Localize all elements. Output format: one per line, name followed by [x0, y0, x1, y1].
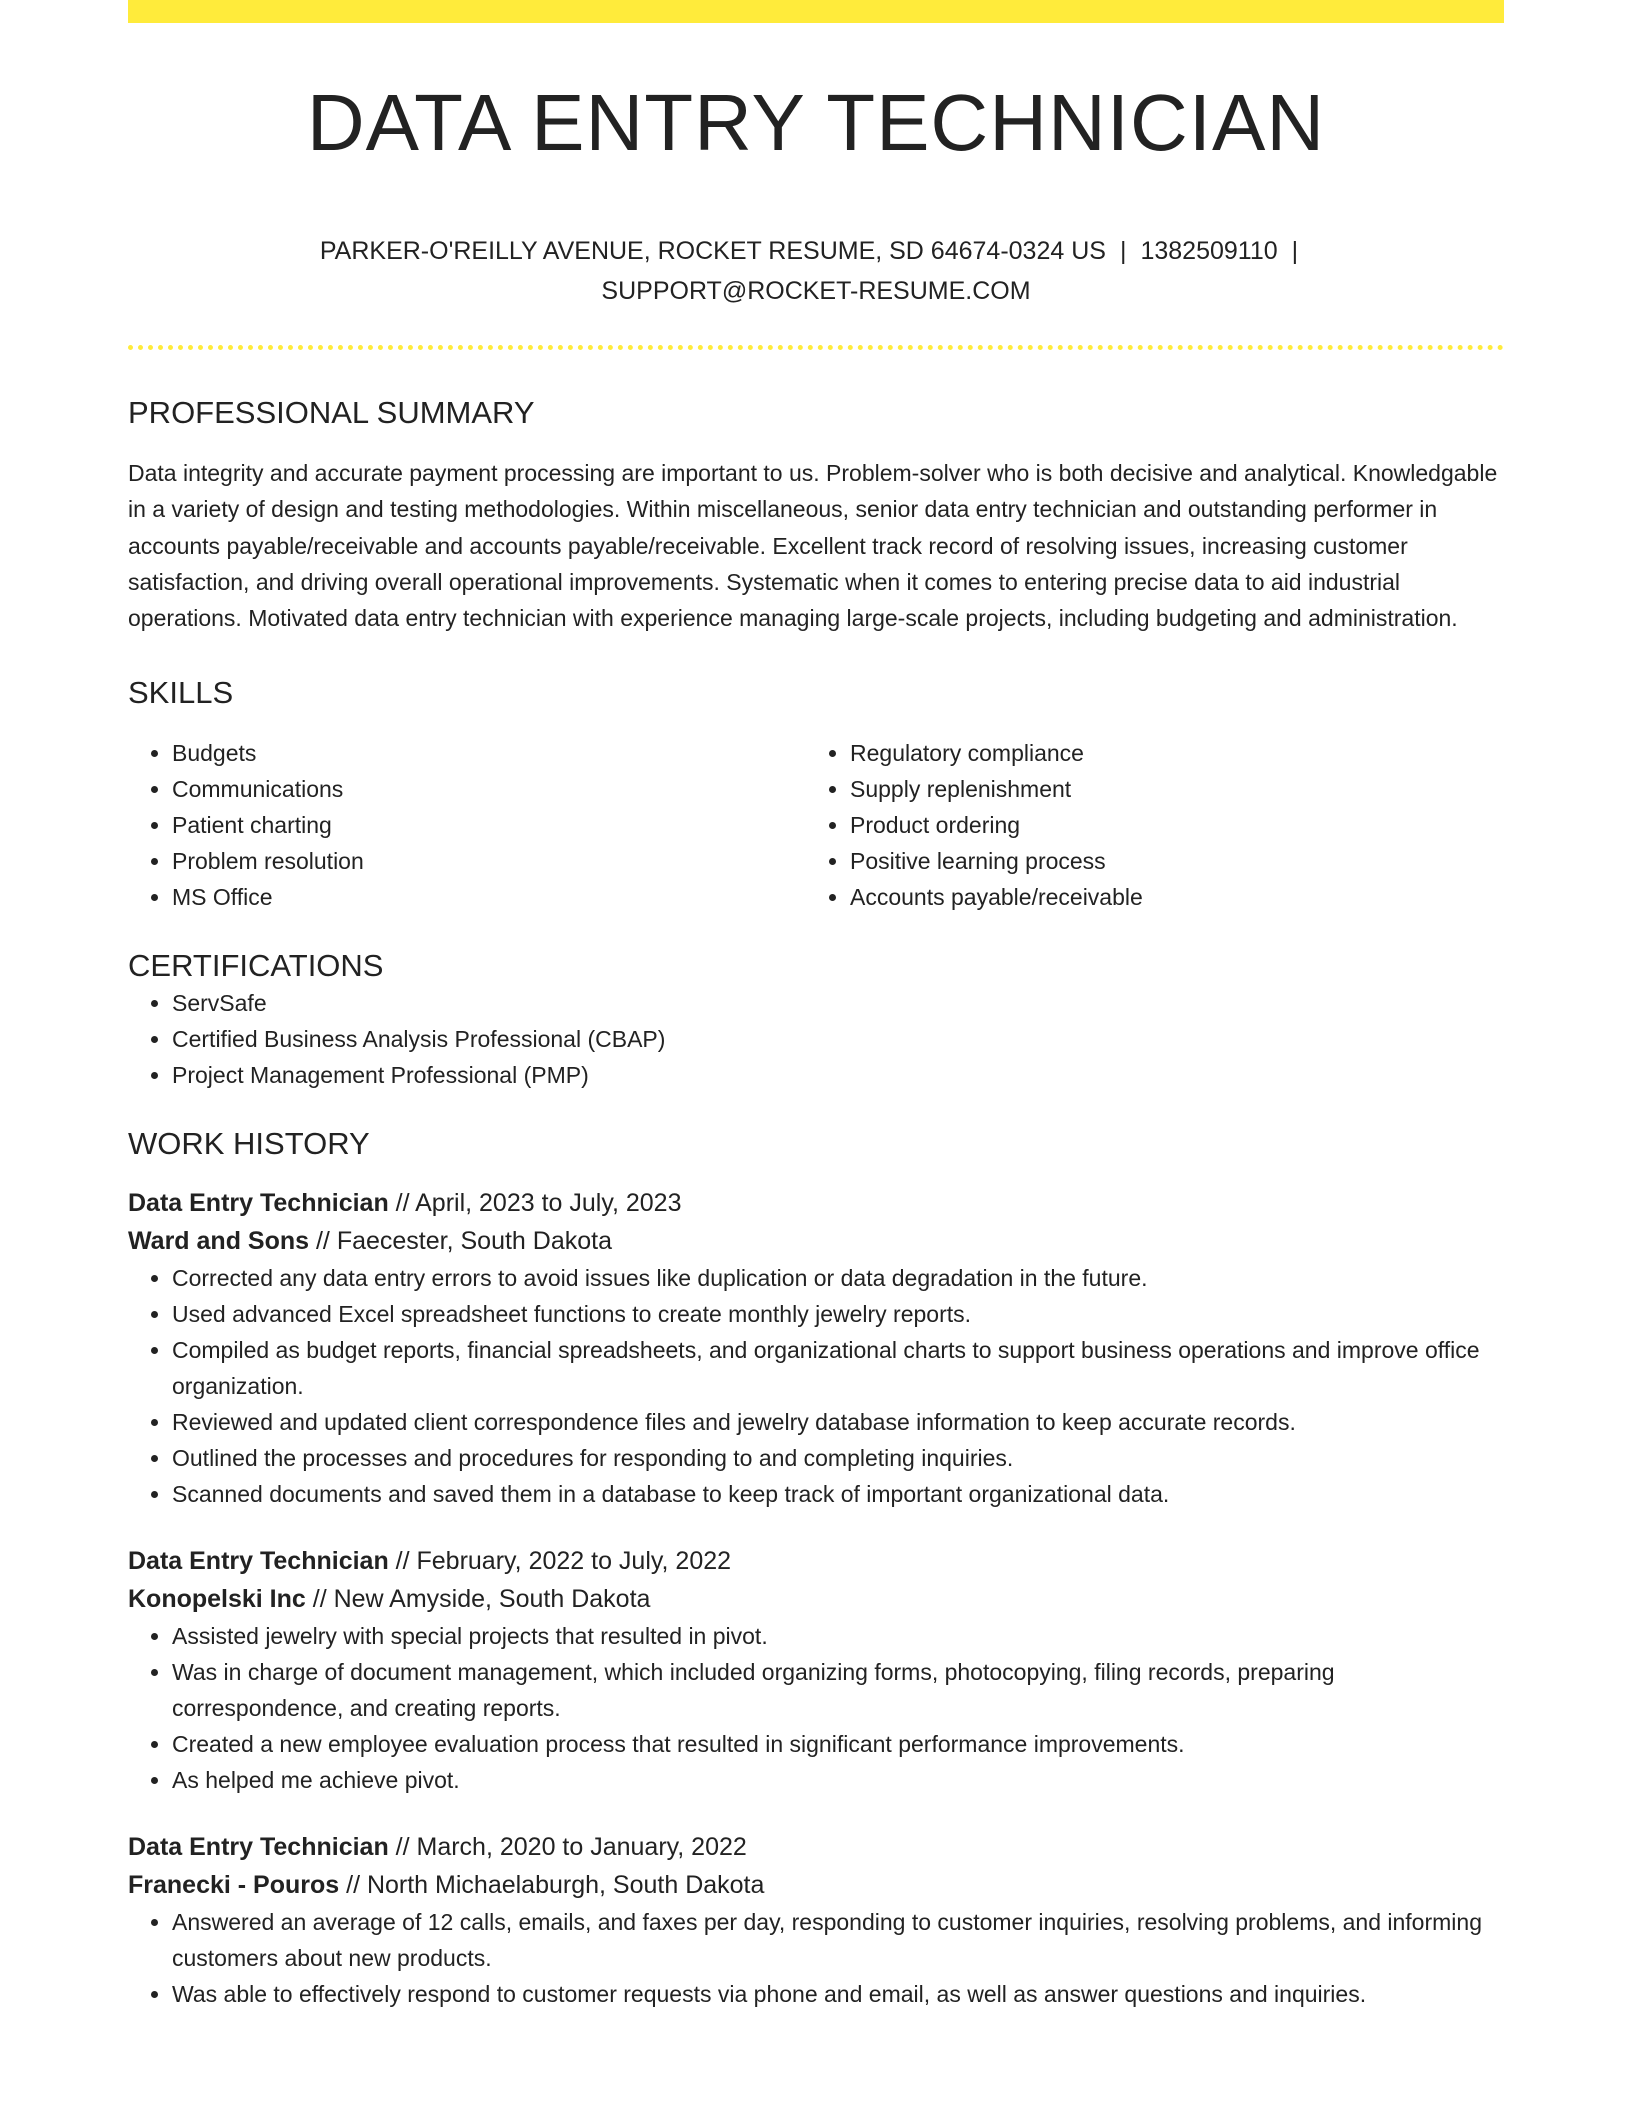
job-entry	[128, 1828, 1504, 2012]
skill-item: • Problem resolution	[172, 843, 806, 879]
job-bullet: • Reviewed and updated client correspondence files and jewelry database information to keep accurate records.	[172, 1404, 1504, 1440]
contact-separator: |	[1119, 237, 1127, 265]
job-bullet: • Was able to effectively respond to customer requests via phone and email, as well as answer questions and inquiries.	[172, 1976, 1504, 2012]
certification-item: • Certified Business Analysis Professional (CBAP)	[172, 1021, 1504, 1057]
job-bullet: • Answered an average of 12 calls, emails, and faxes per day, responding to customer inquiries, resolving problems, and informing customers about new products.	[172, 1904, 1504, 1976]
contact-info	[128, 231, 1504, 311]
job-title-line	[128, 1828, 1504, 1866]
certification-item: • ServSafe	[172, 985, 1504, 1021]
job-bullets	[128, 1904, 1504, 2012]
certifications-heading: CERTIFICATIONS	[128, 948, 384, 984]
job-bullet: • Assisted jewelry with special projects that resulted in pivot.	[172, 1618, 1504, 1654]
job-bullet: • Was in charge of document management, which included organizing forms, photocopying, filing records, preparing correspondence, and creating reports.	[172, 1654, 1504, 1726]
top-accent-bar	[128, 0, 1504, 23]
job-bullet: • Created a new employee evaluation process that resulted in significant performance improvements.	[172, 1726, 1504, 1762]
job-company: Ward and Sons	[128, 1226, 310, 1255]
dotted-divider	[128, 345, 1504, 350]
job-title: Data Entry Technician	[128, 1832, 389, 1861]
job-company: Franecki - Pouros	[128, 1870, 340, 1899]
job-bullet: • Scanned documents and saved them in a database to keep track of important organizational data.	[172, 1476, 1504, 1512]
skill-item: • Positive learning process	[850, 843, 1500, 879]
job-bullets	[128, 1618, 1504, 1798]
skill-item: • Product ordering	[850, 807, 1500, 843]
job-title-line	[128, 1542, 1504, 1580]
summary-text: Data integrity and accurate payment processing are important to us. Problem-solver who is both decisive and analytical. Knowledgable in a variety of design and testing methodologies. Within miscellaneous, senior data entry technician and outstanding performer in accounts payable/receivable and accounts payable/receivable. Excellent track record of resolving issues, increasing customer satisfaction, and driving overall operational improvements. Systematic when it comes to entering precise data to aid industrial operations. Motivated data entry technician with experience managing large-scale projects, including budgeting and administration.	[128, 460, 1498, 631]
contact-phone: 1382509110	[1140, 237, 1278, 265]
contact-email: SUPPORT@ROCKET-RESUME.COM	[601, 277, 1031, 305]
skill-item: • Communications	[172, 771, 806, 807]
job-location: // Faecester, South Dakota	[309, 1226, 612, 1255]
job-company-line	[128, 1222, 1504, 1260]
contact-separator: |	[1291, 237, 1299, 265]
work-history-heading: WORK HISTORY	[128, 1125, 370, 1161]
job-company-line	[128, 1580, 1504, 1618]
skill-item: • MS Office	[172, 879, 806, 915]
skill-item: • Patient charting	[172, 807, 806, 843]
job-bullet: • Used advanced Excel spreadsheet functions to create monthly jewelry reports.	[172, 1296, 1504, 1332]
job-bullet: • As helped me achieve pivot.	[172, 1762, 1504, 1798]
certifications-list	[128, 985, 1504, 1093]
job-entry	[128, 1184, 1504, 1512]
job-location: // New Amyside, South Dakota	[305, 1584, 651, 1613]
job-location: // North Michaelaburgh, South Dakota	[339, 1870, 765, 1899]
skill-item: • Accounts payable/receivable	[850, 879, 1500, 915]
job-dates: // March, 2020 to January, 2022	[388, 1832, 747, 1861]
skill-item: • Regulatory compliance	[850, 735, 1500, 771]
job-company: Konopelski Inc	[128, 1584, 306, 1613]
job-bullet: • Outlined the processes and procedures for responding to and completing inquiries.	[172, 1440, 1504, 1476]
skills-column-left	[128, 735, 806, 915]
job-title-line	[128, 1184, 1504, 1222]
job-title: Data Entry Technician	[128, 1546, 389, 1575]
skills-column-right	[806, 735, 1500, 915]
job-entry	[128, 1542, 1504, 1798]
job-dates: // April, 2023 to July, 2023	[388, 1188, 682, 1217]
job-bullet: • Corrected any data entry errors to avoid issues like duplication or data degradation in the future.	[172, 1260, 1504, 1296]
job-company-line	[128, 1866, 1504, 1904]
job-dates: // February, 2022 to July, 2022	[388, 1546, 732, 1575]
job-bullets	[128, 1260, 1504, 1512]
resume-page	[128, 0, 1504, 2012]
certification-item: • Project Management Professional (PMP)	[172, 1057, 1504, 1093]
skills-heading: SKILLS	[128, 675, 234, 711]
skills-list	[128, 735, 1504, 915]
summary-heading: PROFESSIONAL SUMMARY	[128, 395, 535, 430]
skill-item: • Budgets	[172, 735, 806, 771]
job-bullet: • Compiled as budget reports, financial spreadsheets, and organizational charts to support business operations and improve office organization.	[172, 1332, 1504, 1404]
contact-address: PARKER-O'REILLY AVENUE, ROCKET RESUME, SD 64674-0324 US	[319, 237, 1106, 265]
skill-item: • Supply replenishment	[850, 771, 1500, 807]
job-title: Data Entry Technician	[128, 1188, 389, 1217]
resume-name: DATA ENTRY TECHNICIAN	[306, 78, 1326, 167]
